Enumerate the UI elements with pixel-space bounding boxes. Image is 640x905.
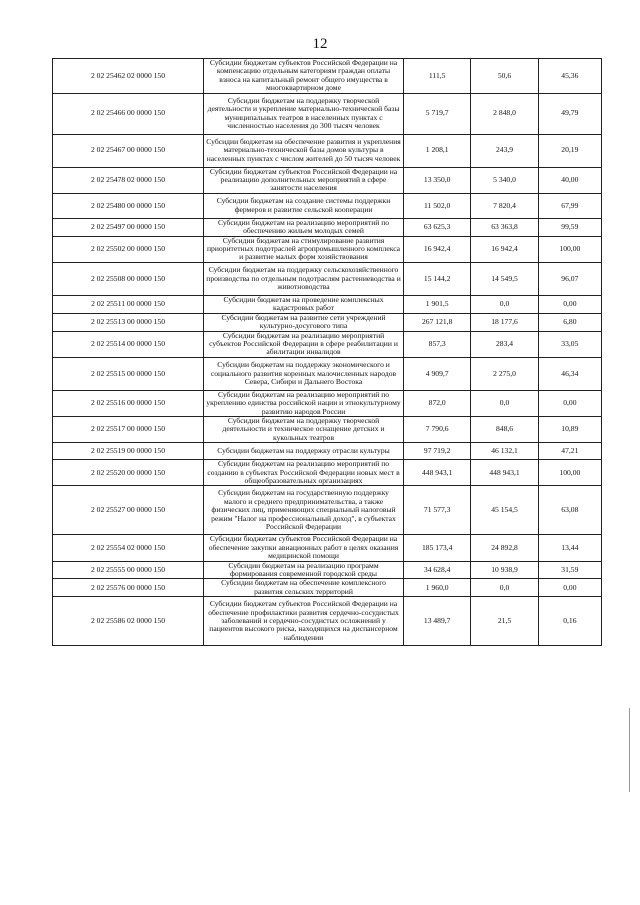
- planned-amount-cell: 267 121,8: [404, 313, 471, 331]
- percent-cell: 0,00: [538, 579, 601, 597]
- description-cell: Субсидии бюджетам на реализацию мероприятий по обеспечению жильем молодых семей: [204, 218, 404, 236]
- percent-cell: 40,00: [538, 167, 601, 193]
- actual-amount-cell: 2 275,0: [471, 357, 538, 390]
- budget-code-cell: 2 02 25517 00 0000 150: [53, 416, 204, 442]
- budget-code-cell: 2 02 25554 02 0000 150: [53, 535, 204, 561]
- description-cell: Субсидии бюджетам на реализацию мероприятий по созданию в субъектах Российской Федерации новых мест в общеобразовательных организациях: [204, 460, 404, 486]
- table-row: [53, 443, 602, 460]
- actual-amount-cell: 243,9: [471, 134, 538, 167]
- description-cell: Субсидии бюджетам на поддержку творческой деятельности и техническое оснащение детских и кукольных театров: [204, 416, 404, 442]
- budget-code-cell: 2 02 25478 02 0000 150: [53, 167, 204, 193]
- description-cell: Субсидии бюджетам субъектов Российской Федерации на обеспечение профилактики развития сердечно-сосудистых заболеваний и сердечно-сосудистых осложнений у пациентов высокого риска, находящихся на диспансерном наблюдении: [204, 597, 404, 646]
- table-row: [53, 295, 602, 313]
- scan-edge-mark: [629, 708, 630, 792]
- planned-amount-cell: 4 909,7: [404, 357, 471, 390]
- table-row: [53, 218, 602, 236]
- table-body: [53, 59, 602, 646]
- budget-code-cell: 2 02 25516 00 0000 150: [53, 390, 204, 416]
- actual-amount-cell: 0,0: [471, 579, 538, 597]
- table-row: [53, 167, 602, 193]
- table-row: [53, 193, 602, 218]
- table-row: [53, 486, 602, 535]
- description-cell: Субсидии бюджетам на реализацию мероприятий субъектов Российской Федерации в сфере реабилитации и абилитации инвалидов: [204, 331, 404, 357]
- percent-cell: 0,00: [538, 295, 601, 313]
- percent-cell: 100,00: [538, 236, 601, 262]
- actual-amount-cell: 283,4: [471, 331, 538, 357]
- actual-amount-cell: 21,5: [471, 597, 538, 646]
- table-row: [53, 579, 602, 597]
- planned-amount-cell: 34 628,4: [404, 561, 471, 579]
- description-cell: Субсидии бюджетам на поддержку экономического и социального развития коренных малочисленных народов Севера, Сибири и Дальнего Востока: [204, 357, 404, 390]
- actual-amount-cell: 14 549,5: [471, 262, 538, 295]
- planned-amount-cell: 11 502,0: [404, 193, 471, 218]
- table-row: [53, 416, 602, 442]
- description-cell: Субсидии бюджетам субъектов Российской Федерации на компенсацию отдельным категориям граждан оплаты взноса на капитальный ремонт общего имущества в многоквартирном доме: [204, 59, 404, 94]
- percent-cell: 6,80: [538, 313, 601, 331]
- percent-cell: 13,44: [538, 535, 601, 561]
- description-cell: Субсидии бюджетам субъектов Российской Федерации на обеспечение закупки авиационных работ в целях оказания медицинской помощи: [204, 535, 404, 561]
- planned-amount-cell: 7 790,6: [404, 416, 471, 442]
- budget-code-cell: 2 02 25514 00 0000 150: [53, 331, 204, 357]
- table-row: [53, 357, 602, 390]
- description-cell: Субсидии бюджетам на обеспечение комплексного развития сельских территорий: [204, 579, 404, 597]
- planned-amount-cell: 5 719,7: [404, 93, 471, 134]
- actual-amount-cell: 0,0: [471, 295, 538, 313]
- percent-cell: 46,34: [538, 357, 601, 390]
- table-row: [53, 59, 602, 94]
- percent-cell: 10,89: [538, 416, 601, 442]
- table-row: [53, 460, 602, 486]
- description-cell: Субсидии бюджетам на реализацию программ формирования современной городской среды: [204, 561, 404, 579]
- table-row: [53, 262, 602, 295]
- percent-cell: 33,05: [538, 331, 601, 357]
- description-cell: Субсидии бюджетам на стимулирование развития приоритетных подотраслей агропромышленного комплекса и развитие малых форм хозяйствования: [204, 236, 404, 262]
- actual-amount-cell: 24 892,8: [471, 535, 538, 561]
- actual-amount-cell: 5 340,0: [471, 167, 538, 193]
- description-cell: Субсидии бюджетам на развитие сети учреждений культурно-досугового типа: [204, 313, 404, 331]
- percent-cell: 45,36: [538, 59, 601, 94]
- planned-amount-cell: 15 144,2: [404, 262, 471, 295]
- budget-code-cell: 2 02 25555 00 0000 150: [53, 561, 204, 579]
- page-number: 12: [312, 36, 328, 52]
- table-row: [53, 331, 602, 357]
- budget-code-cell: 2 02 25513 00 0000 150: [53, 313, 204, 331]
- planned-amount-cell: 1 901,5: [404, 295, 471, 313]
- table-row: [53, 313, 602, 331]
- table-row: [53, 236, 602, 262]
- actual-amount-cell: 18 177,6: [471, 313, 538, 331]
- percent-cell: 0,16: [538, 597, 601, 646]
- budget-code-cell: 2 02 25520 00 0000 150: [53, 460, 204, 486]
- table-row: [53, 390, 602, 416]
- planned-amount-cell: 13 489,7: [404, 597, 471, 646]
- table-row: [53, 93, 602, 134]
- table-row: [53, 597, 602, 646]
- percent-cell: 67,99: [538, 193, 601, 218]
- planned-amount-cell: 448 943,1: [404, 460, 471, 486]
- percent-cell: 20,19: [538, 134, 601, 167]
- description-cell: Субсидии бюджетам на поддержку творческой деятельности и укрепление материально-технической базы муниципальных театров в населенных пунктах с численностью населения до 300 тысяч человек: [204, 93, 404, 134]
- planned-amount-cell: 16 942,4: [404, 236, 471, 262]
- percent-cell: 47,21: [538, 443, 601, 460]
- budget-code-cell: 2 02 25467 00 0000 150: [53, 134, 204, 167]
- actual-amount-cell: 2 848,0: [471, 93, 538, 134]
- planned-amount-cell: 63 625,3: [404, 218, 471, 236]
- percent-cell: 0,00: [538, 390, 601, 416]
- actual-amount-cell: 45 154,5: [471, 486, 538, 535]
- budget-code-cell: 2 02 25462 02 0000 150: [53, 59, 204, 94]
- actual-amount-cell: 7 820,4: [471, 193, 538, 218]
- planned-amount-cell: 111,5: [404, 59, 471, 94]
- budget-code-cell: 2 02 25586 02 0000 150: [53, 597, 204, 646]
- description-cell: Субсидии бюджетам субъектов Российской Федерации на реализацию дополнительных мероприятий в сфере занятости населения: [204, 167, 404, 193]
- actual-amount-cell: 848,6: [471, 416, 538, 442]
- budget-table: [52, 58, 602, 646]
- actual-amount-cell: 0,0: [471, 390, 538, 416]
- planned-amount-cell: 185 173,4: [404, 535, 471, 561]
- budget-code-cell: 2 02 25527 00 0000 150: [53, 486, 204, 535]
- percent-cell: 100,00: [538, 460, 601, 486]
- budget-code-cell: 2 02 25497 00 0000 150: [53, 218, 204, 236]
- actual-amount-cell: 16 942,4: [471, 236, 538, 262]
- description-cell: Субсидии бюджетам на поддержку отрасли культуры: [204, 443, 404, 460]
- percent-cell: 63,08: [538, 486, 601, 535]
- percent-cell: 99,59: [538, 218, 601, 236]
- planned-amount-cell: 97 719,2: [404, 443, 471, 460]
- budget-code-cell: 2 02 25576 00 0000 150: [53, 579, 204, 597]
- planned-amount-cell: 857,3: [404, 331, 471, 357]
- description-cell: Субсидии бюджетам на реализацию мероприятий по укреплению единства российской нации и этнокультурному развитию народов России: [204, 390, 404, 416]
- description-cell: Субсидии бюджетам на обеспечение развития и укрепления материально-технической базы домов культуры в населенных пунктах с числом жителей до 50 тысяч человек: [204, 134, 404, 167]
- actual-amount-cell: 448 943,1: [471, 460, 538, 486]
- description-cell: Субсидии бюджетам на создание системы поддержки фермеров и развитие сельской кооперации: [204, 193, 404, 218]
- budget-code-cell: 2 02 25508 00 0000 150: [53, 262, 204, 295]
- actual-amount-cell: 63 363,8: [471, 218, 538, 236]
- table-row: [53, 134, 602, 167]
- planned-amount-cell: 1 208,1: [404, 134, 471, 167]
- actual-amount-cell: 50,6: [471, 59, 538, 94]
- budget-code-cell: 2 02 25511 00 0000 150: [53, 295, 204, 313]
- description-cell: Субсидии бюджетам на государственную поддержку малого и среднего предпринимательства, а также физических лиц, применяющих специальный налоговый режим "Налог на профессиональный доход", в субъектах Российской Федерации: [204, 486, 404, 535]
- actual-amount-cell: 46 132,1: [471, 443, 538, 460]
- description-cell: Субсидии бюджетам на проведение комплексных кадастровых работ: [204, 295, 404, 313]
- actual-amount-cell: 10 938,9: [471, 561, 538, 579]
- planned-amount-cell: 13 350,0: [404, 167, 471, 193]
- description-cell: Субсидии бюджетам на поддержку сельскохозяйственного производства по отдельным подотраслям растениеводства и животноводства: [204, 262, 404, 295]
- budget-code-cell: 2 02 25480 00 0000 150: [53, 193, 204, 218]
- table-row: [53, 561, 602, 579]
- budget-code-cell: 2 02 25519 00 0000 150: [53, 443, 204, 460]
- planned-amount-cell: 1 960,0: [404, 579, 471, 597]
- budget-code-cell: 2 02 25515 00 0000 150: [53, 357, 204, 390]
- percent-cell: 49,79: [538, 93, 601, 134]
- planned-amount-cell: 872,0: [404, 390, 471, 416]
- planned-amount-cell: 71 577,3: [404, 486, 471, 535]
- budget-code-cell: 2 02 25502 00 0000 150: [53, 236, 204, 262]
- table-row: [53, 535, 602, 561]
- budget-code-cell: 2 02 25466 00 0000 150: [53, 93, 204, 134]
- percent-cell: 31,59: [538, 561, 601, 579]
- percent-cell: 96,07: [538, 262, 601, 295]
